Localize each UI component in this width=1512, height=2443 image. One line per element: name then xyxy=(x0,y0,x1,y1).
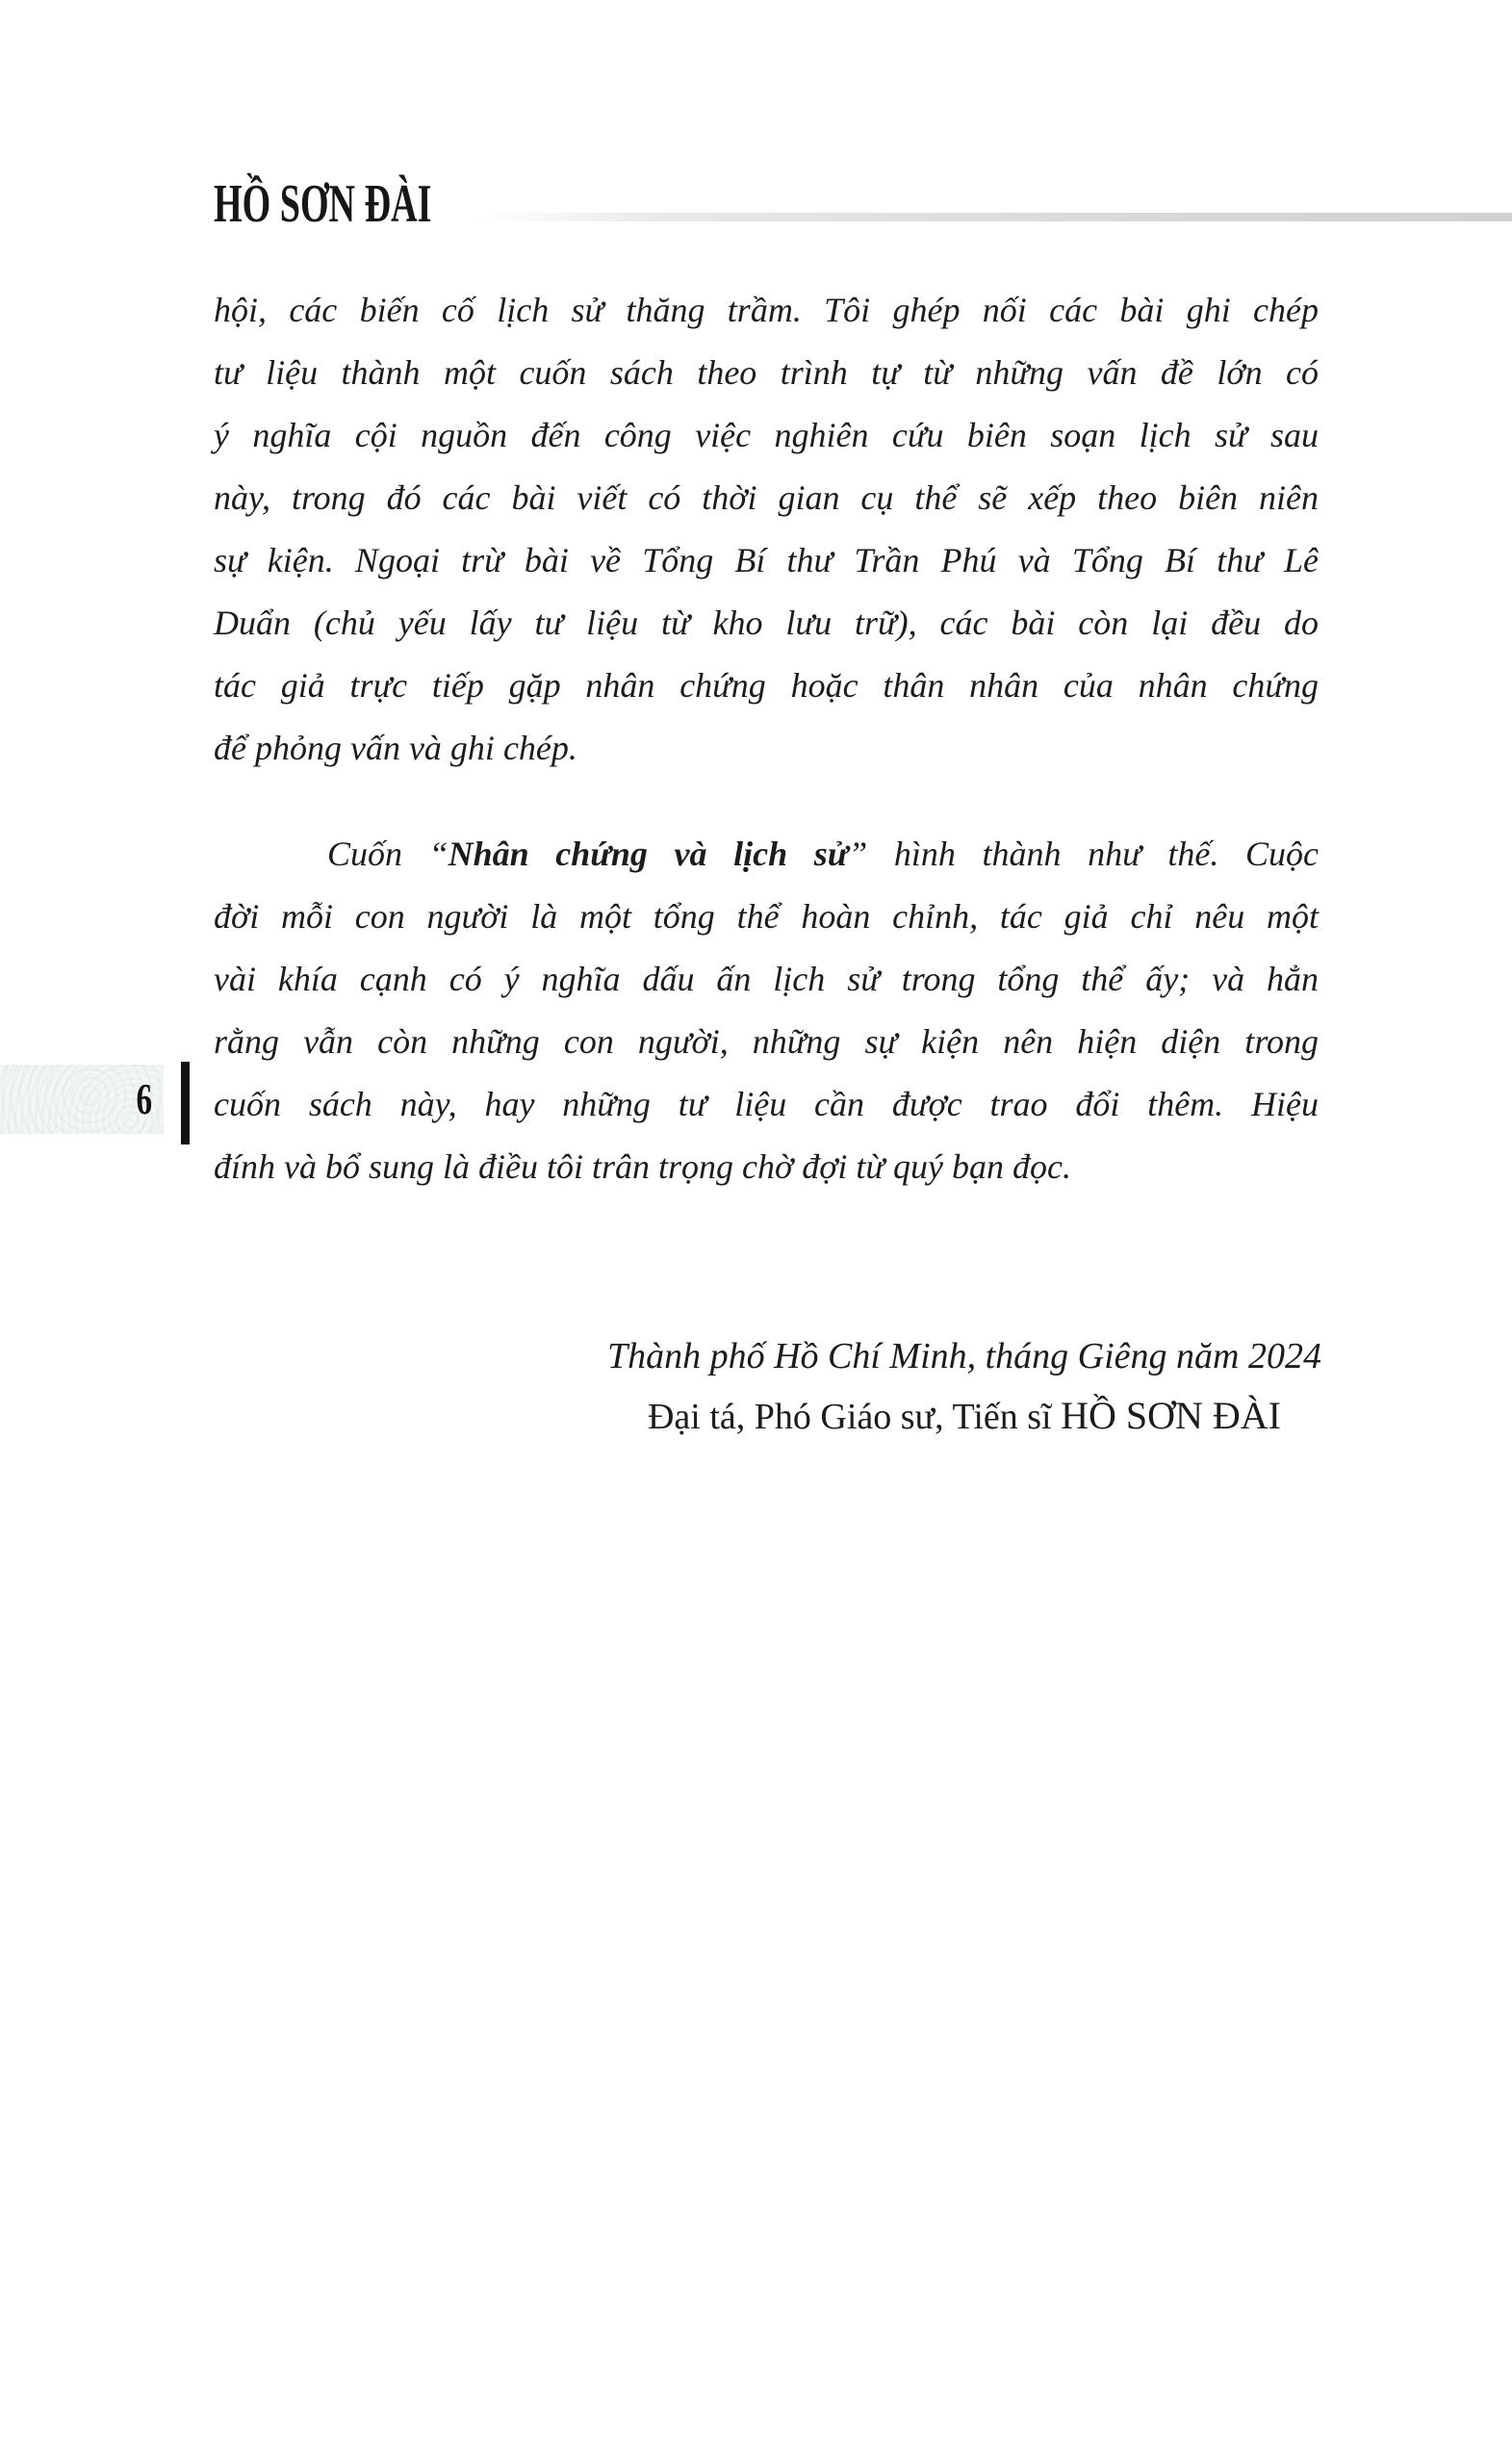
text-line: rằng vẫn còn những con người, những sự kiện nên hiện diện trong xyxy=(214,1022,1319,1061)
signature-author-name: HỒ SƠN ĐÀI xyxy=(1061,1394,1281,1437)
text-line: này, trong đó các bài viết có thời gian cụ thể sẽ xếp theo biên niên xyxy=(214,478,1319,517)
text-line: tác giả trực tiếp gặp nhân chứng hoặc thân nhân của nhân chứng xyxy=(214,666,1319,705)
page-number-separator-bar xyxy=(181,1062,190,1144)
text-line: vài khía cạnh có ý nghĩa dấu ấn lịch sử trong tổng thể ấy; và hẳn xyxy=(214,960,1319,998)
paragraph xyxy=(214,823,1319,1198)
text-segment: ” hình thành như thế. Cuộc xyxy=(848,835,1319,873)
header-author-name: HỒ SƠN ĐÀI xyxy=(214,174,432,234)
text-segment: Cuốn “ xyxy=(327,835,448,873)
text-line: đời mỗi con người là một tổng thể hoàn chỉnh, tác giả chỉ nêu một xyxy=(214,897,1319,936)
signature-place-date: Thành phố Hồ Chí Minh, tháng Giêng năm 2024 xyxy=(606,1336,1321,1376)
header-rule xyxy=(476,213,1512,221)
text-line: để phỏng vấn và ghi chép. xyxy=(214,729,577,767)
text-line: Duẩn (chủ yếu lấy tư liệu từ kho lưu trữ), các bài còn lại đều do xyxy=(214,604,1319,642)
signature-author-titles: Đại tá, Phó Giáo sư, Tiến sĩ xyxy=(647,1397,1062,1437)
page-number: 6 xyxy=(136,1074,152,1123)
text-line: tư liệu thành một cuốn sách theo trình tự từ những vấn đề lớn có xyxy=(214,353,1319,392)
running-header xyxy=(214,174,1512,234)
paragraph xyxy=(214,279,1319,780)
body-text xyxy=(214,279,1319,1198)
text-line: đính và bổ sung là điều tôi trân trọng chờ đợi từ quý bạn đọc. xyxy=(214,1147,1071,1186)
text-line: cuốn sách này, hay những tư liệu cần được trao đổi thêm. Hiệu xyxy=(214,1085,1319,1123)
text-line: ý nghĩa cội nguồn đến công việc nghiên cứu biên soạn lịch sử sau xyxy=(214,416,1319,454)
signature-block xyxy=(607,1326,1321,1447)
signature-author-line xyxy=(607,1386,1321,1447)
page-number-band xyxy=(0,1065,164,1134)
text-line: sự kiện. Ngoại trừ bài về Tổng Bí thư Trần Phú và Tổng Bí thư Lê xyxy=(214,541,1319,579)
text-line xyxy=(214,823,1319,886)
text-line: hội, các biến cố lịch sử thăng trầm. Tôi ghép nối các bài ghi chép xyxy=(214,291,1319,329)
bold-text-segment: Nhân chứng và lịch sử xyxy=(448,835,849,873)
